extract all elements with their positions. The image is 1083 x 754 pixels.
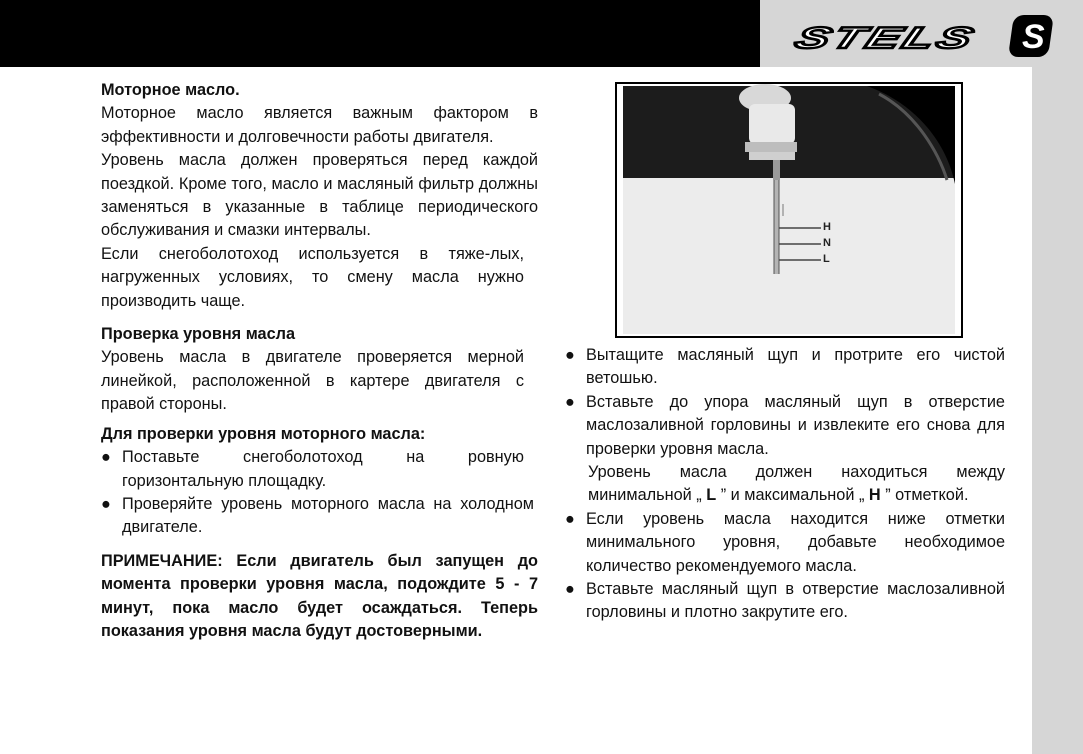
step-item: ● Если уровень масла находится ниже отметки минимального уровня, добавьте необходимое количество рекомендуемого масла. [565, 509, 1005, 575]
left-column [101, 79, 538, 643]
step-item: ● Вытащите масляный щуп и протрите его чистой ветошью. [565, 346, 1005, 388]
oil-paragraph-2: Уровень масла должен проверяться перед каждой поездкой. Кроме того, масло и масляный фильтр должны заменяться в указанные в таблице периодического обслуживания и смазки интервалы. [101, 151, 538, 240]
level-paragraph: Уровень масла должен находиться между минимальной „ L ” и максимальной „ H ” отметкой. [588, 463, 1005, 505]
step-item: ● Вставьте до упора масляный щуп в отверстие маслозаливной горловины и извлеките его снова для проверки уровня масла. [565, 392, 1005, 458]
oil-paragraph-1: Моторное масло является важным фактором в эффективности и долговечности работы двигателя. [101, 104, 538, 146]
note-label: ПРИМЕЧАНИЕ: [101, 551, 223, 570]
dipstick-mark-h: H [823, 221, 831, 233]
stels-logo [760, 0, 1083, 67]
dipstick-photo [615, 82, 963, 338]
right-column [565, 344, 1005, 625]
oil-paragraph-3: Если снегоболотоход используется в тяже-лых, нагруженных условиях, то смену масла нужно производить чаще. [101, 244, 524, 310]
mark-l-label: L [706, 486, 717, 505]
note-block [101, 550, 538, 644]
dipstick-illustration [617, 84, 961, 336]
mark-h-label: H [868, 486, 881, 505]
header-bar [0, 0, 760, 67]
bullet-icon: ● [101, 448, 111, 467]
dipstick-mark-n: N [823, 237, 831, 249]
check-paragraph: Уровень масла в двигателе проверяется мерной линейкой, расположенной в картере двигателя с правой стороны. [101, 348, 524, 414]
howto-item: ● Поставьте снегоболотоход на ровную горизонтальную площадку. [101, 448, 524, 490]
howto-heading: Для проверки уровня моторного масла: [101, 424, 426, 443]
howto-item: ● Проверяйте уровень моторного масла на холодном двигателе. [101, 494, 534, 537]
logo-wordmark: STELS [789, 21, 911, 55]
bullet-icon: ● [565, 392, 575, 411]
side-margin-strip [1032, 67, 1083, 754]
bullet-icon: ● [565, 346, 575, 364]
bullet-icon: ● [565, 509, 575, 528]
bullet-icon: ● [101, 494, 111, 513]
check-heading: Проверка уровня масла [101, 325, 296, 344]
brand-logo-area [760, 0, 1083, 67]
oil-heading: Моторное масло. [101, 81, 240, 99]
dipstick-mark-l: L [823, 253, 830, 265]
step-item: ● Вставьте масляный щуп в отверстие маслозаливной горловины и плотно закрутите его. [565, 580, 1005, 622]
bullet-icon: ● [565, 580, 575, 599]
note-text: Если двигатель был запущен до момента проверки уровня масла, подождите 5 - 7 минут, пока масло будет осаждаться. Теперь показания уровня масла будут достоверными. [101, 551, 538, 640]
logo-badge-letter: S [1022, 18, 1045, 56]
